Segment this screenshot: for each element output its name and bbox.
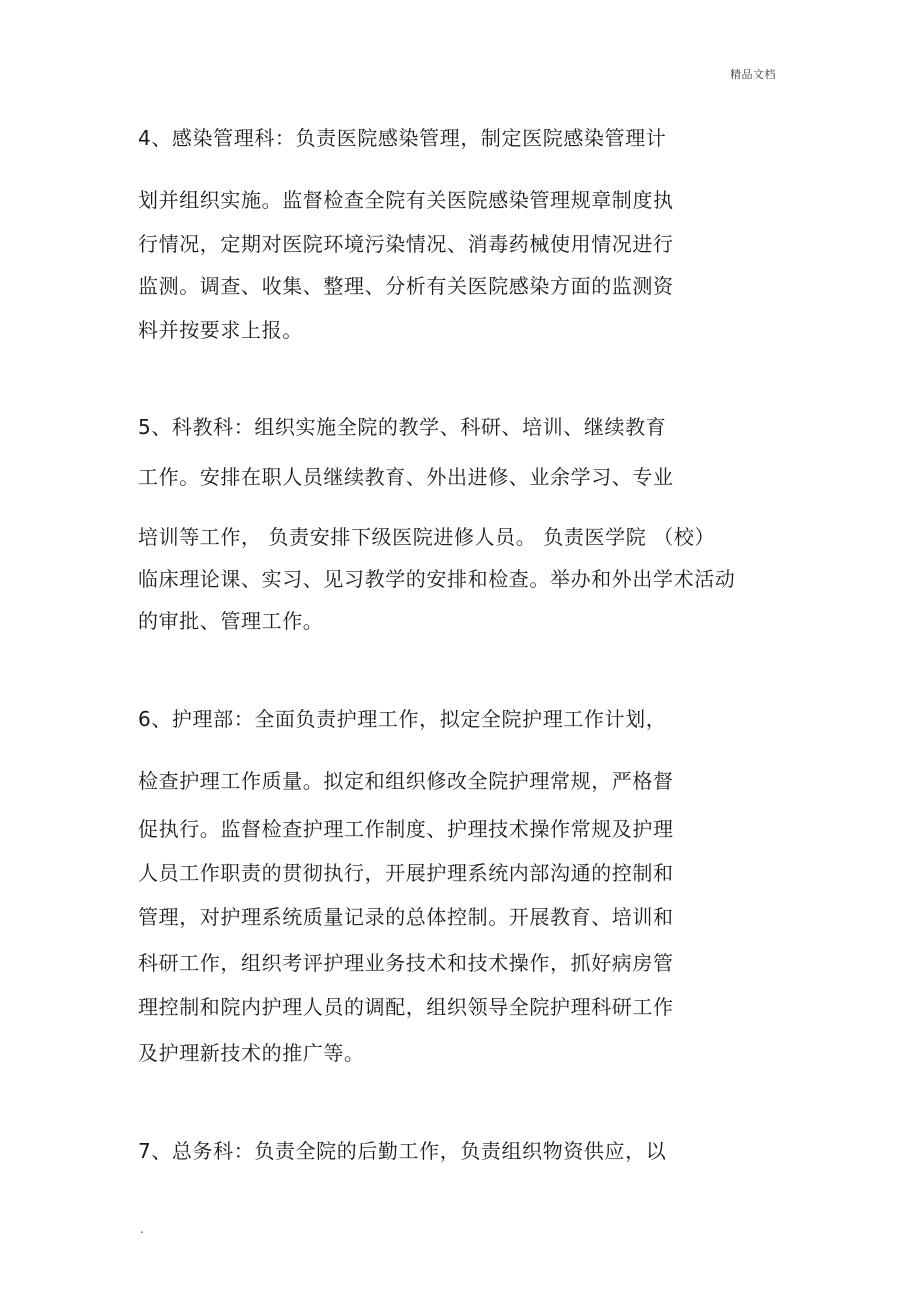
- text-line: 人员工作职责的贯彻执行，开展护理系统内部沟通的控制和: [138, 861, 674, 885]
- text-line: 划并组织实施。监督检查全院有关医院感染管理规章制度执: [138, 188, 674, 212]
- text-line: 料并按要求上报。: [138, 318, 303, 342]
- text-line: 临床理论课、实习、见习教学的安排和检查。举办和外出学术活动: [138, 567, 736, 591]
- header-watermark-text: 精品文档: [730, 68, 776, 81]
- text-line: 及护理新技术的推广等。: [138, 1041, 365, 1065]
- text-line: 工作。安排在职人员继续教育、外出进修、业余学习、专业: [138, 465, 674, 489]
- footer-mark: .: [140, 1222, 144, 1236]
- text-line: 理控制和院内护理人员的调配，组织领导全院护理科研工作: [138, 995, 674, 1019]
- text-line: 6、护理部：全面负责护理工作，拟定全院护理工作计划，: [138, 707, 667, 731]
- text-line: 监测。调查、收集、整理、分析有关医院感染方面的监测资: [138, 274, 674, 298]
- text-line: 5、科教科：组织实施全院的教学、科研、培训、继续教育: [138, 415, 667, 439]
- text-line: 4、感染管理科：负责医院感染管理，制定医院感染管理计: [138, 126, 667, 150]
- text-line: 7、总务科：负责全院的后勤工作，负责组织物资供应，以: [138, 1139, 667, 1163]
- text-line: 的审批、管理工作。: [138, 609, 324, 633]
- text-line: 检查护理工作质量。拟定和组织修改全院护理常规，严格督: [138, 769, 674, 793]
- text-line: 管理，对护理系统质量记录的总体控制。开展教育、培训和: [138, 905, 674, 929]
- text-line: 行情况，定期对医院环境污染情况、消毒药械使用情况进行: [138, 232, 674, 256]
- text-line: 培训等工作， 负责安排下级医院进修人员。 负责医学院 （校）: [138, 525, 716, 549]
- text-line: 科研工作，组织考评护理业务技术和技术操作，抓好病房管: [138, 951, 674, 975]
- text-line: 促执行。监督检查护理工作制度、护理技术操作常规及护理: [138, 817, 674, 841]
